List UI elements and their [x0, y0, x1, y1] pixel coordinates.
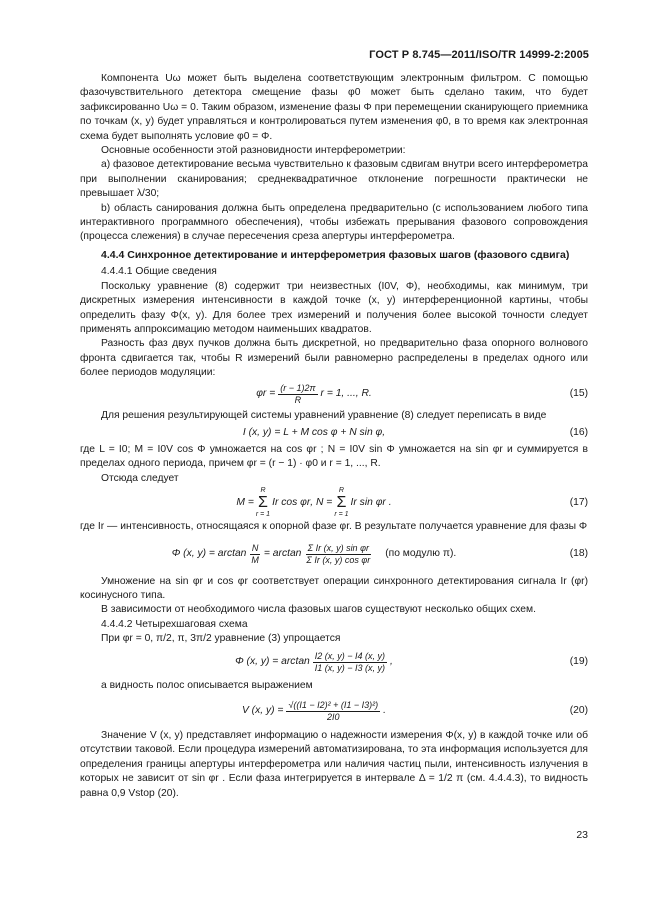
paragraph-9: Отсюда следует — [101, 472, 179, 484]
equation-number: (15) — [569, 388, 588, 400]
equation-18: Φ (x, y) = arctan $\frac{N}{M}$ = arctan $\frac{\text{Σ Ir (x, y) sin φr}}{\text{Σ Ir (x, y) cos φr}}$ (по модулю π). (18) — [171, 543, 588, 566]
fraction: $\frac{\text{√((I1 − I2)² + (I1 − I3)²)}}{2I0}$ — [288, 699, 379, 722]
fraction: $\frac{I2 (x, y) - I4 (x, y)}{I1 (x, y) - I3 (x, y)}$ — [314, 651, 386, 674]
equation-16: I (x, y) = L + M cos φ + N sin φ, (16) — [80, 423, 588, 443]
equation-number: (20) — [569, 704, 588, 716]
paragraph-1: Компонента Uω может быть выделена соответствующим электронным фильтром. С помощью фазочувствительного детектора смещение фазы φ0 может быть сделано таким, что будет зафиксированно Uω = 0. Таким образом, изменение фазы Φ при перемещении сканирующего приемника по точкам (x, y) будет управляться и контролироваться путем изменения φ0, в то время как электронная схема будет выполнять условие φ0 = Φ. — [80, 73, 588, 142]
paragraph-4: b) область санирования должна быть определена предварительно (с использованием любого типа интерактивного программного обеспечения), чтобы избежать прерывания фазового сопровождения (процесса слежения) в случае пересечения среза апертуры интерферометра. — [80, 202, 588, 243]
paragraph-11: Умножение на sin φr и cos φr соответствует операции синхронного детектирования сигнала Ir (φr) косинусного типа. — [80, 575, 588, 601]
equation-20: V (x, y) = $\frac{\text{√((I1 − I2)² + (I1 − I3)²)}}{2I0}$ . (20) — [241, 699, 588, 722]
paragraph-3: a) фазовое детектирование весьма чувствительно к фазовым сдвигам внутри всего интерферометра при выполнении сканирования; среднеквадратичное отклонение погрешности практически не превышает λ/30; — [80, 159, 588, 200]
equation-number: (19) — [569, 656, 588, 668]
equation-number: (17) — [569, 496, 588, 508]
section-heading-4-4-4: 4.4.4 Синхронное детектирование и интерферометрия фазовых шагов (фазового сдвига) — [101, 248, 570, 261]
sum-symbol: R Σ r = 1 — [255, 487, 271, 519]
fraction: $\frac{\text{Σ Ir (x, y) sin φr}}{\text{Σ Ir (x, y) cos φr}}$ — [306, 543, 371, 566]
sum-symbol: R Σ r = 1 — [334, 487, 349, 519]
paragraph-6: Разность фаз двух пучков должна быть дискретной, но предварительно фаза опорного волнового фронта сдвигается так, чтобы R измерений были равномерно распределены в пределах одного или более периодов модуляции: — [80, 338, 588, 379]
page-number: 23 — [576, 829, 588, 841]
document-body — [80, 72, 588, 801]
paragraph-15: Значение V (x, y) представляет информацию о надежности измерения Φ(x, y) в каждой точке или об отсутствии таковой. Если процедура измерений автоматизирована, то эта информация используется для определения границы апертуры интерферометра или наличия частиц пыли, интенсивность излучения в которых не зависит от sin φr . Если фаза интегрируется в интервале Δ = 1/2 π (см. 4.4.4.3), то видность равна 0,9 Vstop (20). — [80, 730, 588, 799]
equation-19: Φ (x, y) = arctan $\frac{I2 (x, y) - I4 (x, y)}{I1 (x, y) - I3 (x, y)}$ , (19) — [235, 651, 588, 674]
paragraph-14: а видность полос описывается выражением — [101, 679, 313, 691]
paragraph-2: Основные особенности этой разновидности интерферометрии: — [101, 145, 406, 157]
paragraph-13: При φr = 0, π/2, π, 3π/2 уравнение (3) упрощается — [101, 633, 341, 645]
paragraph-8: где L = I0; M = I0V cos Φ умножается на cos φr ; N = I0V sin Φ умножается на sin φr и суммируется в пределах одного периода, причем φr = (r − 1) · φ0 и r = 1, ..., R. — [80, 443, 588, 470]
document-header: ГОСТ Р 8.745—2011/ISO/TR 14999-2:2005 — [369, 49, 589, 61]
equation-17: M = R Σ r = 1 Ir cos φr , N = R Σ r = 1 Ir sin φr . (17) — [236, 487, 588, 519]
subsection-heading-4-4-4-2: 4.4.4.2 Четырехшаговая схема — [101, 618, 248, 630]
fraction: $\frac{N}{M}$ — [251, 543, 259, 566]
subsection-heading-4-4-4-1: 4.4.4.1 Общие сведения — [101, 266, 217, 278]
paragraph-12: В зависимости от необходимого числа фазовых шагов существуют несколько общих схем. — [101, 604, 536, 616]
paragraph-7: Для решения результирующей системы уравнений уравнение (8) следует переписать в виде — [101, 409, 547, 421]
equation-15: φr = $\frac{(r - 1)2\pi}{R}$ r = 1, ..., R. (15) — [256, 383, 588, 406]
equation-number: (16) — [569, 426, 588, 438]
paragraph-10: где Ir — интенсивность, относящаяся к опорной фазе φr. В результате получается уравнение для фазы Φ — [80, 521, 588, 533]
equation-number: (18) — [569, 548, 588, 560]
fraction: $\frac{(r - 1)2\pi}{R}$ — [280, 383, 316, 406]
paragraph-5: Поскольку уравнение (8) содержит три неизвестных (I0V, Φ), необходимы, как минимум, три дискретных измерения интенсивности в каждой точке (x, y) интерференционной картины, чтобы определить фазу Φ(x, y). Для более трех измерений и получения более высокой точности следует применять аппроксимацию методом наименьших квадратов. — [80, 280, 588, 335]
